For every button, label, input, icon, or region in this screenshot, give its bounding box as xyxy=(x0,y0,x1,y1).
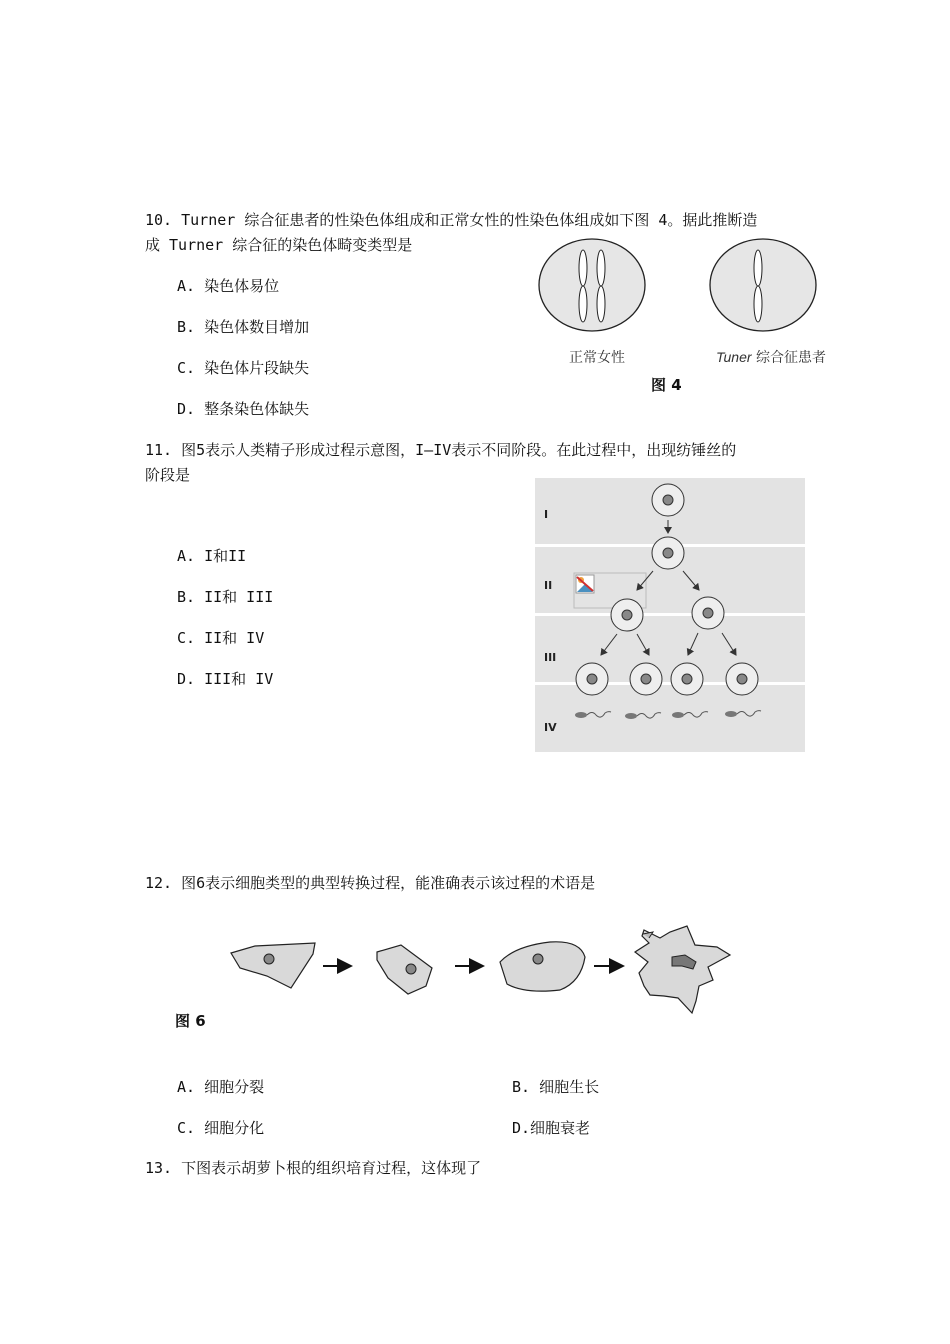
q12-option-b[interactable]: B. 细胞生长 xyxy=(512,1078,600,1096)
stage-label-i: I xyxy=(544,508,549,521)
caption-turner-patient xyxy=(716,347,826,367)
q11-option-a[interactable]: A. I和II xyxy=(177,547,247,565)
stage-band xyxy=(535,616,805,682)
q12-stem: 12. 图6表示细胞类型的典型转换过程，能准确表示该过程的术语是 xyxy=(145,874,596,892)
cell xyxy=(611,599,643,631)
cell xyxy=(671,663,703,695)
q11-stem-line2: 阶段是 xyxy=(145,466,191,484)
stage-band xyxy=(535,685,805,752)
turner-syndrome-cell xyxy=(710,239,816,331)
q11-option-b[interactable]: B. II和 III xyxy=(177,588,274,606)
q10-option-c[interactable]: C. 染色体片段缺失 xyxy=(177,359,310,377)
q10-option-a[interactable]: A. 染色体易位 xyxy=(177,277,280,295)
q10-option-d[interactable]: D. 整条染色体缺失 xyxy=(177,400,310,418)
q10-stem-line2: 成 Turner 综合征的染色体畸变类型是 xyxy=(145,236,413,254)
q12-option-a[interactable]: A. 细胞分裂 xyxy=(177,1078,265,1096)
caption-turner-italic: Tuner xyxy=(716,349,752,365)
figure-6-label: 图 6 xyxy=(175,1012,206,1030)
figure-5-diagram xyxy=(535,478,805,752)
q11-stem-line1: 11. 图5表示人类精子形成过程示意图，I—IV表示不同阶段。在此过程中，出现纺锤丝的 xyxy=(145,441,737,459)
cell xyxy=(630,663,662,695)
stage-label-iv: IV xyxy=(544,721,557,734)
cell xyxy=(726,663,758,695)
cell xyxy=(692,597,724,629)
q12-option-d[interactable]: D.细胞衰老 xyxy=(512,1119,591,1137)
cell xyxy=(652,537,684,569)
cell xyxy=(576,663,608,695)
q13-stem: 13. 下图表示胡萝卜根的组织培育过程，这体现了 xyxy=(145,1159,482,1177)
normal-female-cell xyxy=(539,239,645,331)
figure-4-diagram xyxy=(530,232,830,342)
figure-4-label: 图 4 xyxy=(651,376,682,394)
q10-option-b[interactable]: B. 染色体数目增加 xyxy=(177,318,310,336)
cell xyxy=(652,484,684,516)
cell-stage-1 xyxy=(231,943,315,988)
caption-normal-female: 正常女性 xyxy=(569,350,625,366)
q12-option-c[interactable]: C. 细胞分化 xyxy=(177,1119,265,1137)
cell-stage-2 xyxy=(377,945,432,994)
q11-option-c[interactable]: C. II和 IV xyxy=(177,629,265,647)
q11-option-d[interactable]: D. III和 IV xyxy=(177,670,274,688)
caption-turner-text: 综合征患者 xyxy=(751,350,826,366)
cell-stage-3 xyxy=(500,942,585,991)
q10-stem-line1: 10. Turner 综合征患者的性染色体组成和正常女性的性染色体组成如下图 4。据此推断造 xyxy=(145,211,758,229)
stage-label-ii: II xyxy=(544,579,553,592)
figure-6-diagram xyxy=(225,922,735,1018)
cell-stage-4 xyxy=(635,926,730,1013)
stage-label-iii: III xyxy=(544,651,557,664)
